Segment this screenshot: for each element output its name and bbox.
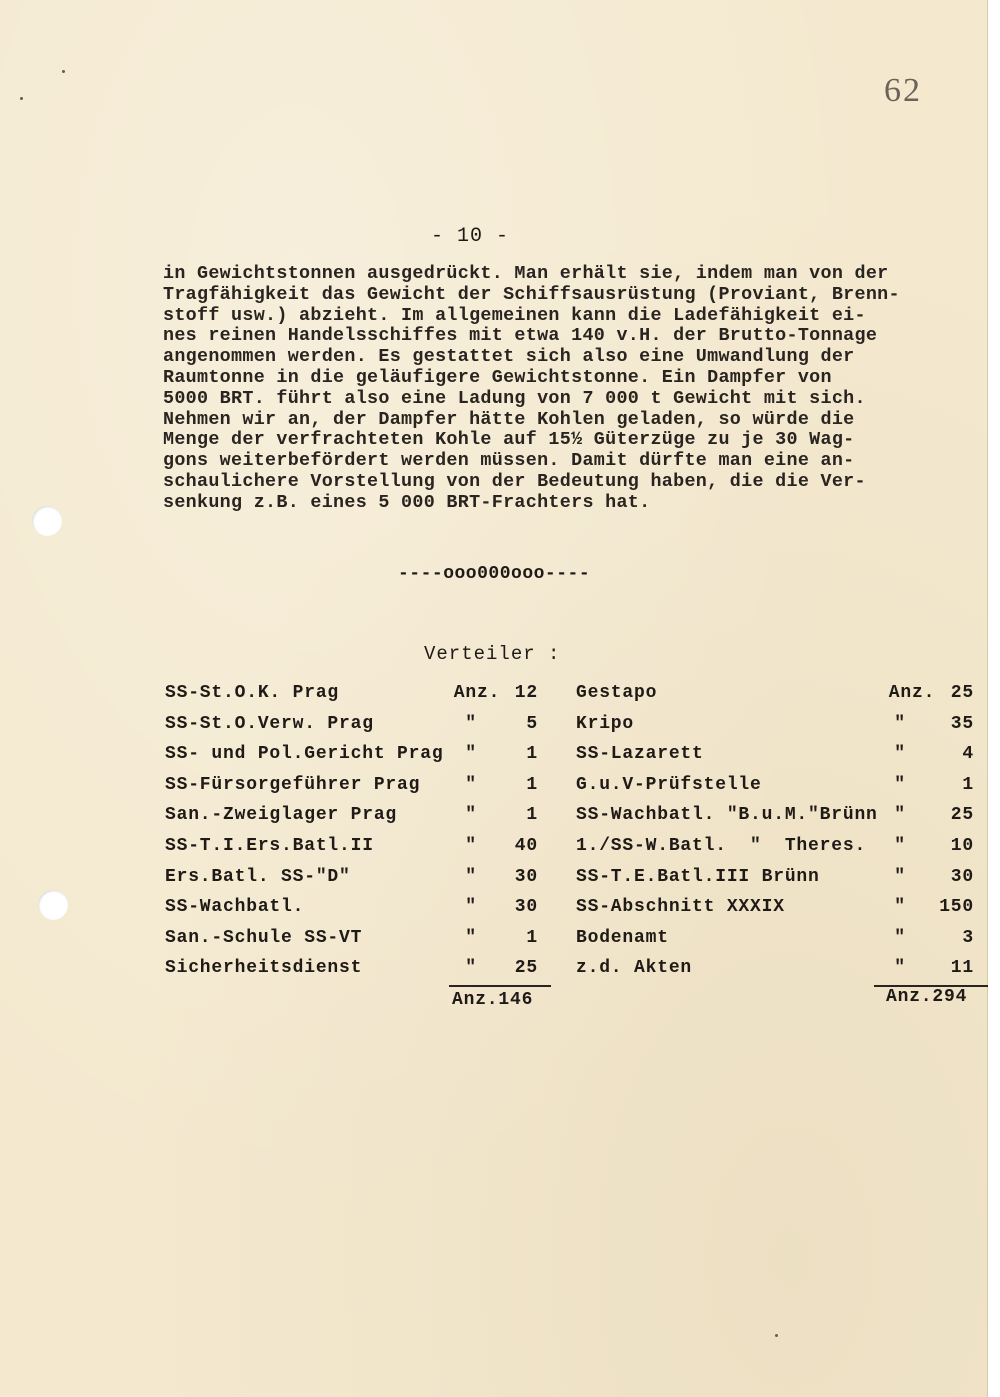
recipient-name: SS-St.O.Verw. Prag: [165, 713, 374, 734]
copy-count: 10: [950, 835, 974, 856]
distribution-row: [576, 775, 976, 806]
recipient-name: SS-Wachbatl. "B.u.M."Brünn: [576, 805, 878, 826]
distribution-list-left: [165, 683, 545, 989]
recipient-name: SS-Wachbatl.: [165, 897, 305, 918]
recipient-name: SS-T.E.Batl.III Brünn: [576, 866, 820, 887]
distribution-row: [576, 805, 976, 836]
ditto-mark: ": [465, 958, 477, 979]
copy-count: 3: [962, 927, 974, 948]
body-line: Raumtonne in die geläufigere Gewichtstonne. Ein Dampfer von: [163, 366, 832, 388]
ditto-mark: ": [894, 835, 906, 856]
recipient-name: Kripo: [576, 713, 635, 734]
right-total: Anz.294: [886, 987, 968, 1007]
recipient-name: z.d. Akten: [576, 958, 693, 979]
ditto-mark: ": [894, 897, 906, 918]
copy-count: 40: [514, 835, 538, 856]
body-line: Menge der verfrachteten Kohle auf 15½ Güterzüge zu je 30 Wag-: [163, 429, 855, 451]
ditto-mark: ": [894, 713, 906, 734]
ditto-mark: ": [465, 927, 477, 948]
recipient-name: SS-Lazarett: [576, 744, 704, 765]
copy-count: 35: [950, 713, 974, 734]
sum-underline: [449, 985, 551, 987]
paper-speck: [775, 1334, 778, 1337]
distribution-row: [576, 836, 976, 867]
recipient-name: San.-Zweiglager Prag: [165, 805, 398, 826]
copy-count: 5: [526, 713, 538, 734]
scan-margin: [988, 0, 1000, 1397]
distribution-row: [576, 714, 976, 745]
distribution-row: [165, 775, 545, 806]
distribution-row: [576, 683, 976, 714]
body-line: nes reinen Handelsschiffes mit etwa 140 v.H. der Brutto-Tonnage: [163, 325, 878, 347]
paper-speck: [62, 70, 65, 73]
ditto-mark: ": [465, 835, 477, 856]
recipient-name: SS- und Pol.Gericht Prag: [165, 744, 444, 765]
body-line: 5000 BRT. führt also eine Ladung von 7 000 t Gewicht mit sich.: [163, 387, 866, 409]
distribution-row: [165, 867, 545, 898]
ditto-mark: ": [894, 774, 906, 795]
copy-count: 150: [939, 897, 974, 918]
recipient-name: SS-Abschnitt XXXIX: [576, 897, 785, 918]
distribution-row: [165, 958, 545, 989]
ditto-mark: ": [465, 897, 477, 918]
ditto-mark: ": [894, 744, 906, 765]
recipient-name: SS-Fürsorgeführer Prag: [165, 774, 421, 795]
distribution-row: [576, 897, 976, 928]
ditto-mark: ": [894, 805, 906, 826]
copy-count: 12: [514, 683, 538, 703]
copy-count: 11: [950, 958, 974, 979]
quantity-prefix: Anz.: [888, 683, 936, 703]
paper-speck: [20, 97, 23, 100]
recipient-name: SS-T.I.Ers.Batl.II: [165, 835, 374, 856]
recipient-name: Gestapo: [576, 683, 658, 703]
distribution-heading: Verteiler :: [424, 643, 561, 665]
punch-hole: [38, 890, 68, 920]
page-label: - 10 -: [430, 225, 509, 248]
distribution-row: [576, 867, 976, 898]
left-total: Anz.146: [452, 990, 534, 1010]
copy-count: 25: [950, 683, 974, 703]
copy-count: 30: [514, 897, 538, 918]
ditto-mark: ": [465, 805, 477, 826]
distribution-row: [165, 744, 545, 775]
body-line: stoff usw.) abzieht. Im allgemeinen kann die Ladefähigkeit ei-: [163, 304, 866, 326]
distribution-list-right: [576, 683, 976, 989]
copy-count: 4: [962, 744, 974, 765]
copy-count: 30: [950, 866, 974, 887]
ditto-mark: ": [465, 744, 477, 765]
distribution-row: [576, 744, 976, 775]
body-line: senkung z.B. eines 5 000 BRT-Frachters hat.: [163, 491, 651, 513]
body-line: schaulichere Vorstellung von der Bedeutung haben, die die Ver-: [163, 470, 866, 492]
distribution-row: [165, 836, 545, 867]
recipient-name: Bodenamt: [576, 927, 669, 948]
recipient-name: 1./SS-W.Batl. " Theres.: [576, 835, 867, 856]
copy-count: 25: [950, 805, 974, 826]
ditto-mark: ": [894, 927, 906, 948]
copy-count: 1: [526, 744, 538, 765]
copy-count: 1: [962, 774, 974, 795]
copy-count: 1: [526, 805, 538, 826]
recipient-name: San.-Schule SS-VT: [165, 927, 363, 948]
ditto-mark: ": [465, 774, 477, 795]
recipient-name: G.u.V-Prüfstelle: [576, 774, 762, 795]
body-paragraph: [163, 264, 953, 514]
section-separator: ----ooo000ooo----: [398, 564, 591, 584]
distribution-row: [165, 928, 545, 959]
recipient-name: SS-St.O.K. Prag: [165, 683, 340, 703]
punch-hole: [32, 506, 62, 536]
copy-count: 30: [514, 866, 538, 887]
distribution-row: [576, 958, 976, 989]
quantity-prefix: Anz.: [453, 683, 501, 703]
ditto-mark: ": [894, 866, 906, 887]
ditto-mark: ": [465, 713, 477, 734]
body-line: in Gewichtstonnen ausgedrückt. Man erhält sie, indem man von der: [163, 263, 889, 284]
body-line: angenommen werden. Es gestattet sich also eine Umwandlung der: [163, 346, 855, 368]
ditto-mark: ": [465, 866, 477, 887]
distribution-row: [165, 897, 545, 928]
page-number: 62: [884, 72, 922, 109]
body-line: Nehmen wir an, der Dampfer hätte Kohlen geladen, so würde die: [163, 408, 855, 430]
body-line: gons weiterbefördert werden müssen. Damit dürfte man eine an-: [163, 450, 855, 472]
distribution-row: [165, 683, 545, 714]
copy-count: 1: [526, 927, 538, 948]
distribution-row: [576, 928, 976, 959]
copy-count: 25: [514, 958, 538, 979]
body-line: Tragfähigkeit das Gewicht der Schiffsausrüstung (Proviant, Brenn-: [163, 283, 900, 305]
ditto-mark: ": [894, 958, 906, 979]
recipient-name: Sicherheitsdienst: [165, 958, 363, 979]
copy-count: 1: [526, 774, 538, 795]
distribution-row: [165, 714, 545, 745]
distribution-row: [165, 805, 545, 836]
recipient-name: Ers.Batl. SS-"D": [165, 866, 351, 887]
